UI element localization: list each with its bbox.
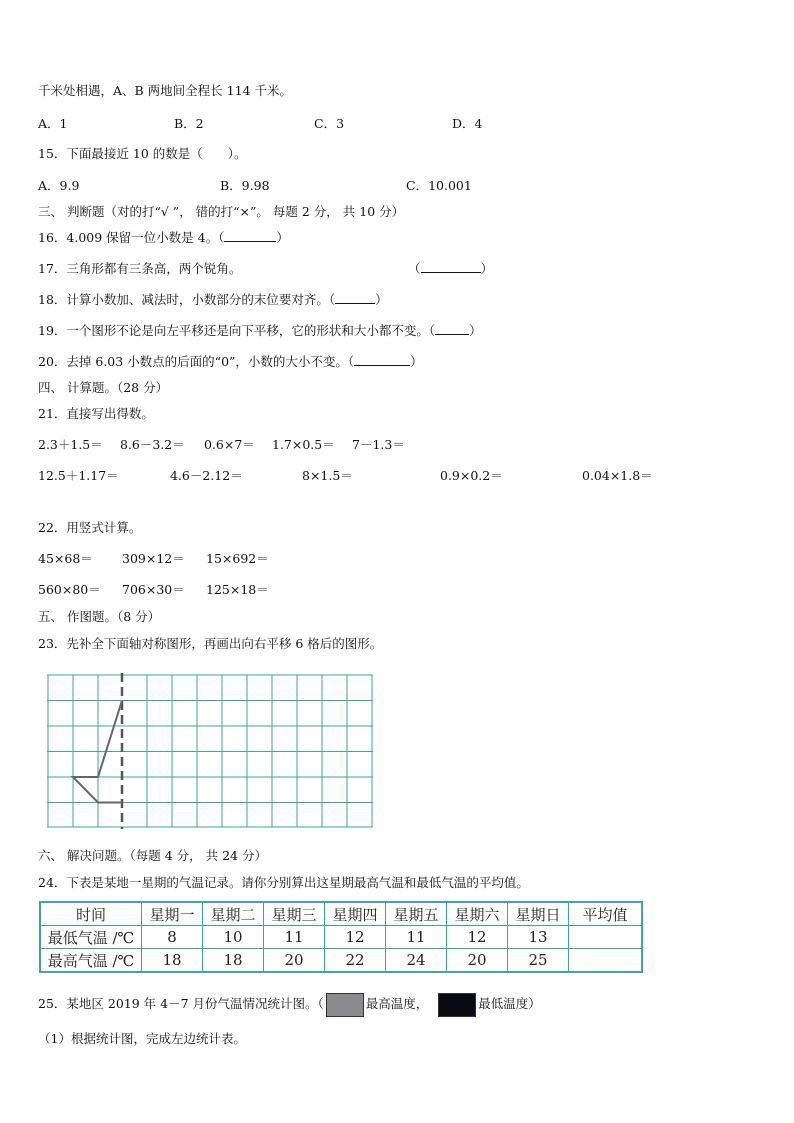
table-cell: 18 — [142, 949, 203, 973]
table-cell: 18 — [203, 949, 264, 973]
question-25 — [38, 992, 541, 1017]
table-cell: 11 — [264, 926, 325, 949]
question-16-text: 16．4.009 保留一位小数是 4。（ — [38, 230, 225, 245]
table-header-cell: 平均值 — [569, 902, 643, 926]
question-15: 15．下面最接近 10 的数是（ ）。 — [38, 146, 247, 161]
section-5-heading: 五、 作图题。（8 分） — [38, 609, 161, 624]
answer-blank[interactable] — [335, 292, 375, 304]
table-header-cell: 时间 — [40, 902, 142, 926]
calc-item: 45×68＝ — [38, 551, 93, 566]
question-21: 21．直接写出得数。 — [38, 406, 154, 421]
table-header-cell: 星期四 — [325, 902, 386, 926]
table-cell: 最低气温 /℃ — [40, 926, 142, 949]
drawing-grid[interactable] — [47, 673, 377, 833]
question-23: 23．先补全下面轴对称图形，再画出向右平移 6 格后的图形。 — [38, 636, 383, 651]
option-b: B．2 — [174, 116, 204, 131]
paren-close: ） — [469, 323, 482, 338]
low-temp-legend-swatch — [438, 993, 476, 1017]
paren-close: ） — [480, 261, 494, 276]
table-cell: 20 — [447, 949, 508, 973]
paren-close: ） — [410, 354, 423, 369]
table-header-cell: 星期二 — [203, 902, 264, 926]
calc-item: 0.04×1.8＝ — [582, 468, 653, 483]
table-row — [40, 926, 642, 949]
temperature-table — [39, 901, 643, 973]
option-a: A．9.9 — [38, 178, 80, 193]
paren-close: ） — [276, 230, 289, 245]
option-c: C．3 — [314, 116, 345, 131]
calc-item: 309×12＝ — [122, 551, 185, 566]
answer-blank[interactable] — [354, 354, 410, 366]
question-24: 24．下表是某地一星期的气温记录。请你分别算出这星期最高气温和最低气温的平均值。 — [38, 875, 529, 890]
section-3-heading: 三、 判断题（对的打“√ ”， 错的打“×”。 每题 2 分， 共 10 分） — [38, 204, 405, 219]
calc-item: 4.6－2.12＝ — [170, 468, 243, 483]
question-20 — [38, 354, 423, 370]
calc-item: 15×692＝ — [206, 551, 269, 566]
table-cell: 最高气温 /℃ — [40, 949, 142, 973]
question-18 — [38, 292, 388, 308]
high-temp-legend-label: 最高温度， — [365, 996, 429, 1011]
calc-item: 125×18＝ — [206, 582, 269, 597]
option-c: C．10.001 — [406, 178, 472, 193]
table-header-cell: 星期日 — [508, 902, 569, 926]
question-16 — [38, 230, 289, 246]
table-cell: 25 — [508, 949, 569, 973]
table-cell: 10 — [203, 926, 264, 949]
calc-item: 560×80＝ — [38, 582, 101, 597]
question-17 — [38, 261, 758, 277]
table-header-cell: 星期一 — [142, 902, 203, 926]
calc-item: 8.6－3.2＝ — [120, 437, 185, 452]
question-19 — [38, 323, 482, 339]
average-cell[interactable] — [569, 926, 643, 949]
calc-item: 12.5＋1.17＝ — [38, 468, 119, 483]
calc-item: 706×30＝ — [122, 582, 185, 597]
question-19-text: 19．一个图形不论是向左平移还是向下平移，它的形状和大小都不变。（ — [38, 323, 436, 338]
table-cell: 24 — [386, 949, 447, 973]
grid-svg — [47, 673, 377, 829]
question-18-text: 18．计算小数加、减法时，小数部分的末位要对齐。（ — [38, 292, 336, 307]
question-20-text: 20．去掉 6.03 小数点的后面的“0”，小数的大小不变。（ — [38, 354, 355, 369]
table-cell: 11 — [386, 926, 447, 949]
calc-item: 1.7×0.5＝ — [272, 437, 335, 452]
table-header-cell: 星期五 — [386, 902, 447, 926]
question-17-text: 17．三角形都有三条高，两个锐角。 — [38, 261, 242, 276]
calc-item: 2.3＋1.5＝ — [38, 437, 103, 452]
section-6-heading: 六、 解决问题。（每题 4 分， 共 24 分） — [38, 848, 267, 863]
table-header-cell: 星期三 — [264, 902, 325, 926]
option-b: B．9.98 — [220, 178, 270, 193]
table-cell: 12 — [325, 926, 386, 949]
calc-item: 0.9×0.2＝ — [440, 468, 503, 483]
answer-blank[interactable] — [435, 323, 469, 335]
answer-paren — [408, 261, 493, 277]
calc-item: 8×1.5＝ — [302, 468, 353, 483]
calc-item: 0.6×7＝ — [204, 437, 255, 452]
table-row — [40, 949, 642, 973]
calc-item: 7－1.3＝ — [352, 437, 405, 452]
table-header-cell: 星期六 — [447, 902, 508, 926]
question-25-part-1: （1）根据统计图，完成左边统计表。 — [38, 1031, 246, 1046]
table-cell: 20 — [264, 949, 325, 973]
grid-lines — [47, 675, 373, 827]
paren-open: （ — [408, 261, 421, 276]
option-d: D．4 — [452, 116, 483, 131]
average-cell[interactable] — [569, 949, 643, 973]
question-22: 22．用竖式计算。 — [38, 520, 142, 535]
table-cell: 22 — [325, 949, 386, 973]
answer-blank[interactable] — [224, 230, 276, 242]
table-header-row — [40, 902, 642, 926]
question-25-text: 25．某地区 2019 年 4－7 月份气温情况统计图。（ — [38, 996, 324, 1011]
high-temp-legend-swatch — [326, 993, 364, 1017]
option-a: A．1 — [38, 116, 68, 131]
table-cell: 8 — [142, 926, 203, 949]
section-4-heading: 四、 计算题。（28 分） — [38, 380, 169, 395]
table-cell: 13 — [508, 926, 569, 949]
continuation-line: 千米处相遇，A、B 两地间全程长 114 千米。 — [38, 83, 292, 98]
answer-blank[interactable] — [421, 261, 481, 273]
low-temp-legend-label: 最低温度） — [478, 996, 541, 1011]
table-cell: 12 — [447, 926, 508, 949]
paren-close: ） — [375, 292, 388, 307]
